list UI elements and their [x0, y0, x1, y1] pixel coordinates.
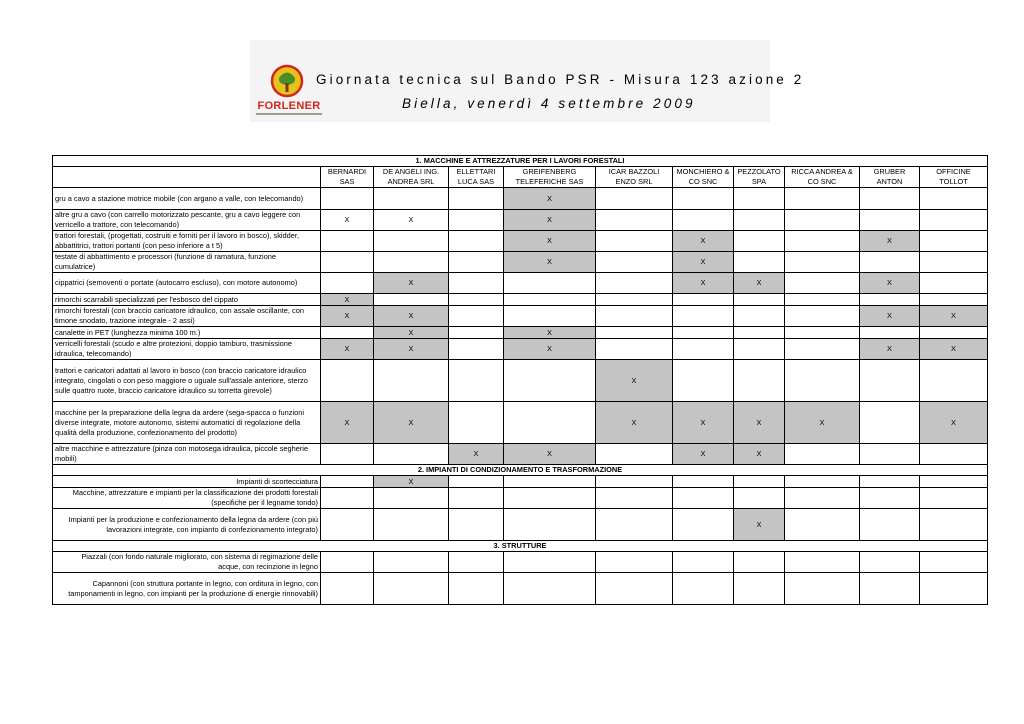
mark-cell	[374, 360, 449, 402]
column-header	[321, 167, 374, 188]
mark-cell	[321, 188, 374, 210]
mark-cell: X	[860, 231, 920, 252]
cell-text-line: PEZZOLATO	[737, 167, 781, 176]
column-header	[673, 167, 734, 188]
mark-cell	[785, 306, 860, 327]
cell-text-line: testate di abbattimento e processori (funzione di ramatura, funzione	[55, 252, 277, 261]
cell-text-line: qualità della produzione, confezionamento del prodotto)	[55, 427, 238, 437]
mark-cell	[449, 509, 504, 541]
mark-cell	[596, 252, 673, 273]
mark-cell: X	[504, 339, 596, 360]
row-description	[53, 327, 321, 339]
mark-cell	[596, 210, 673, 231]
mark-cell	[449, 273, 504, 294]
mark-cell	[920, 552, 988, 573]
mark-cell: X	[860, 273, 920, 294]
mark-cell	[920, 509, 988, 541]
mark-cell: X	[374, 339, 449, 360]
cell-text-line: sulle quattro ruote, braccio caricatore idraulico su torretta girevole)	[55, 385, 272, 395]
mark-cell: X	[504, 210, 596, 231]
cell-text-line: MONCHIERO &	[676, 167, 730, 176]
mark-cell: X	[920, 339, 988, 360]
mark-cell	[449, 573, 504, 605]
mark-cell	[920, 210, 988, 231]
row-description	[53, 488, 321, 509]
table-row	[53, 488, 988, 509]
mark-cell	[673, 552, 734, 573]
mark-cell	[449, 327, 504, 339]
mark-cell: X	[504, 327, 596, 339]
mark-cell: X	[504, 231, 596, 252]
table-row	[53, 306, 988, 327]
table-row	[53, 360, 988, 402]
table-row	[53, 273, 988, 294]
mark-cell	[785, 488, 860, 509]
cell-text-line: abbattitrici, trattori portanti (con peso inferiore a t 5)	[55, 241, 223, 250]
mark-cell	[860, 294, 920, 306]
cell-text-line: trattori forestali, (progettati, costruiti e forniti per il lavoro in bosco), skidder,	[55, 231, 299, 240]
mark-cell: X	[860, 306, 920, 327]
cell-text-line: (specifiche per il legname tondo)	[211, 498, 318, 507]
mark-cell	[920, 573, 988, 605]
cell-text-line: Impianti per la produzione e confezionamento della legna da ardere (con più	[68, 514, 318, 524]
mark-cell	[673, 573, 734, 605]
mark-cell	[920, 252, 988, 273]
table-row	[53, 552, 988, 573]
mark-cell: X	[596, 402, 673, 444]
cell-text-line: CO SNC	[807, 177, 837, 186]
mark-cell	[785, 573, 860, 605]
column-header	[920, 167, 988, 188]
mark-cell	[734, 252, 785, 273]
mark-cell	[596, 188, 673, 210]
mark-cell	[860, 360, 920, 402]
mark-cell	[734, 476, 785, 488]
mark-cell: X	[920, 306, 988, 327]
section-title: 1. MACCHINE E ATTREZZATURE PER I LAVORI FORESTALI	[53, 156, 988, 167]
cell-text-line: GREIFENBERG	[522, 167, 577, 176]
mark-cell	[673, 210, 734, 231]
mark-cell	[504, 488, 596, 509]
cell-text-line: TELEFERICHE SAS	[515, 177, 584, 186]
mark-cell	[321, 488, 374, 509]
mark-cell: X	[734, 273, 785, 294]
column-header	[504, 167, 596, 188]
cell-text-line: LUCA SAS	[457, 177, 495, 186]
mark-cell	[321, 573, 374, 605]
mark-cell	[596, 231, 673, 252]
mark-cell	[860, 252, 920, 273]
mark-cell	[734, 488, 785, 509]
mark-cell: X	[504, 188, 596, 210]
cell-text-line: ENZO SRL	[615, 177, 653, 186]
mark-cell	[504, 573, 596, 605]
table-row	[53, 252, 988, 273]
mark-cell: X	[673, 231, 734, 252]
mark-cell	[449, 339, 504, 360]
mark-cell	[920, 273, 988, 294]
table-row	[53, 231, 988, 252]
mark-cell	[321, 444, 374, 465]
mark-cell	[504, 476, 596, 488]
cell-text-line: rimorchi forestali (con braccio caricatore idraulico, con assale oscillante, con	[55, 306, 304, 315]
mark-cell	[596, 339, 673, 360]
cell-text-line: mobili)	[55, 454, 77, 463]
mark-cell: X	[596, 360, 673, 402]
mark-cell	[449, 552, 504, 573]
mark-cell	[449, 294, 504, 306]
mark-cell	[860, 476, 920, 488]
mark-cell	[673, 509, 734, 541]
mark-cell	[673, 488, 734, 509]
mark-cell	[734, 188, 785, 210]
row-description	[53, 294, 321, 306]
column-header	[785, 167, 860, 188]
mark-cell	[449, 210, 504, 231]
cell-text-line: RICCA ANDREA &	[791, 167, 853, 176]
mark-cell	[374, 252, 449, 273]
mark-cell	[374, 573, 449, 605]
mark-cell	[860, 188, 920, 210]
cell-text-line: cumulatrice)	[55, 262, 96, 271]
mark-cell	[734, 360, 785, 402]
table-row	[53, 327, 988, 339]
cell-text-line: CO SNC	[688, 177, 718, 186]
mark-cell	[734, 294, 785, 306]
cell-text-line: Capannoni (con struttura portante in legno, con orditura in legno, con	[92, 578, 318, 588]
column-header	[449, 167, 504, 188]
logo-text: FORLENER	[257, 100, 321, 112]
mark-cell	[785, 360, 860, 402]
section-title: 2. IMPIANTI DI CONDIZIONAMENTO E TRASFORMAZIONE	[53, 465, 988, 476]
mark-cell	[449, 252, 504, 273]
mark-cell	[596, 573, 673, 605]
cell-text-line: altre macchine e attrezzature (pinza con motosega idraulica, piccole segherie	[55, 444, 309, 453]
cell-text-line: ELLETTARI	[456, 167, 496, 176]
cell-text-line: macchine per la preparazione della legna da ardere (sega-spacca o funzioni	[55, 407, 304, 417]
row-description	[53, 476, 321, 488]
mark-cell	[920, 488, 988, 509]
mark-cell	[673, 476, 734, 488]
mark-cell	[920, 231, 988, 252]
logo-tagline-bar	[256, 113, 322, 115]
cell-text-line: lavorazioni integrate, con impianto di confezionamento integrato)	[106, 524, 318, 534]
mark-cell	[321, 327, 374, 339]
cell-text-line: GRUBER	[873, 167, 906, 176]
cell-text-line: cippatrici (semoventi o portate (autocarro escluso), con motore autonomo)	[55, 278, 298, 287]
mark-cell: X	[673, 252, 734, 273]
table-row	[53, 444, 988, 465]
cell-text-line: tamponamenti in legno, con impianti per la produzione di energie rinnovabili)	[68, 588, 318, 598]
table-row	[53, 476, 988, 488]
table-row	[53, 339, 988, 360]
mark-cell: X	[673, 273, 734, 294]
mark-cell	[785, 552, 860, 573]
mark-cell	[374, 444, 449, 465]
table-row	[53, 294, 988, 306]
cell-text-line: BERNARDI	[327, 167, 367, 176]
mark-cell	[449, 476, 504, 488]
mark-cell: X	[734, 444, 785, 465]
mark-cell	[449, 488, 504, 509]
mark-cell	[734, 210, 785, 231]
column-header	[374, 167, 449, 188]
mark-cell	[673, 339, 734, 360]
mark-cell	[734, 306, 785, 327]
column-header	[596, 167, 673, 188]
mark-cell	[504, 306, 596, 327]
cell-text-line: gru a cavo a stazione motrice mobile (con argano a valle, con telecomando)	[55, 193, 304, 203]
mark-cell: X	[374, 306, 449, 327]
mark-cell	[596, 509, 673, 541]
mark-cell	[596, 552, 673, 573]
mark-cell	[321, 552, 374, 573]
mark-cell	[860, 327, 920, 339]
mark-cell: X	[374, 476, 449, 488]
mark-cell: X	[504, 252, 596, 273]
forlener-logo	[252, 64, 324, 114]
mark-cell	[673, 306, 734, 327]
mark-cell	[374, 188, 449, 210]
mark-cell	[920, 360, 988, 402]
mark-cell	[374, 509, 449, 541]
cell-text-line: TOLLOT	[939, 177, 968, 186]
mark-cell	[596, 294, 673, 306]
mark-cell: X	[374, 273, 449, 294]
mark-cell: X	[785, 402, 860, 444]
row-description	[53, 273, 321, 294]
mark-cell	[785, 294, 860, 306]
cell-text-line: verricello a trattore, con telecomando)	[55, 220, 180, 229]
cell-text-line: idraulica, telecomando)	[55, 349, 132, 358]
cell-text-line: Macchine, attrezzature e impianti per la classificazione dei prodotti forestali	[72, 488, 318, 497]
mark-cell	[596, 444, 673, 465]
mark-cell	[920, 188, 988, 210]
column-header	[860, 167, 920, 188]
mark-cell	[734, 552, 785, 573]
mark-cell	[785, 231, 860, 252]
table-row	[53, 509, 988, 541]
row-description	[53, 252, 321, 273]
mark-cell	[785, 210, 860, 231]
mark-cell: X	[860, 339, 920, 360]
mark-cell	[785, 444, 860, 465]
cell-text-line: ANDREA SRL	[387, 177, 435, 186]
row-description	[53, 573, 321, 605]
mark-cell	[785, 188, 860, 210]
mark-cell	[920, 327, 988, 339]
mark-cell: X	[734, 402, 785, 444]
mark-cell	[504, 552, 596, 573]
table-row	[53, 210, 988, 231]
cell-text-line: OFFICINE	[936, 167, 971, 176]
mark-cell	[504, 402, 596, 444]
mark-cell: X	[504, 444, 596, 465]
mark-cell	[321, 509, 374, 541]
mark-cell	[860, 488, 920, 509]
header-blank-cell	[53, 167, 321, 188]
cell-text-line: timone snodato, trazione integrale - 2 assi)	[55, 316, 195, 325]
mark-cell: X	[449, 444, 504, 465]
mark-cell	[504, 360, 596, 402]
mark-cell: X	[321, 306, 374, 327]
mark-cell: X	[734, 509, 785, 541]
mark-cell	[785, 252, 860, 273]
mark-cell	[596, 327, 673, 339]
mark-cell: X	[920, 402, 988, 444]
mark-cell	[785, 339, 860, 360]
mark-cell	[734, 231, 785, 252]
cell-text-line: diverse integrate, motore autonomo, sistemi automatici di regolazione della	[55, 417, 301, 427]
mark-cell	[860, 402, 920, 444]
section-title: 3. STRUTTURE	[53, 541, 988, 552]
mark-cell	[449, 306, 504, 327]
cell-text-line: altre gru a cavo (con carrello motorizzato pescante, gru a cavo leggere con	[55, 210, 301, 219]
mark-cell: X	[374, 210, 449, 231]
table-row	[53, 188, 988, 210]
mark-cell	[374, 488, 449, 509]
mark-cell	[596, 306, 673, 327]
mark-cell	[596, 476, 673, 488]
mark-cell	[920, 294, 988, 306]
cell-text-line: SPA	[751, 177, 767, 186]
section-title-row	[53, 541, 988, 552]
column-header-row	[53, 167, 988, 188]
cell-text-line: canalette in PET (lunghezza minima 100 m.)	[55, 327, 201, 337]
mark-cell	[734, 339, 785, 360]
row-description	[53, 306, 321, 327]
row-description	[53, 552, 321, 573]
cell-text-line: Impianti di scortecciatura	[236, 476, 318, 486]
mark-cell	[449, 231, 504, 252]
mark-cell	[673, 360, 734, 402]
mark-cell	[449, 188, 504, 210]
mark-cell: X	[673, 444, 734, 465]
section-title-row	[53, 465, 988, 476]
mark-cell	[374, 294, 449, 306]
equipment-matrix-table	[52, 155, 988, 605]
table-row	[53, 402, 988, 444]
mark-cell	[860, 573, 920, 605]
mark-cell	[449, 402, 504, 444]
cell-text-line: ICAR BAZZOLI	[608, 167, 660, 176]
mark-cell	[374, 231, 449, 252]
tree-emblem-icon	[270, 64, 304, 98]
mark-cell	[321, 252, 374, 273]
mark-cell: X	[321, 339, 374, 360]
page-subtitle: Biella, venerdì 4 settembre 2009	[402, 96, 696, 111]
cell-text-line: rimorchi scarrabili specializzati per l'esbosco del cippato	[55, 294, 238, 304]
cell-text-line: acque, con recinzione in legno	[218, 562, 318, 571]
mark-cell	[860, 210, 920, 231]
row-description	[53, 188, 321, 210]
mark-cell	[449, 360, 504, 402]
cell-text-line: SAS	[339, 177, 355, 186]
mark-cell	[504, 509, 596, 541]
cell-text-line: DE ANGELI ING.	[382, 167, 440, 176]
mark-cell	[860, 444, 920, 465]
row-description	[53, 339, 321, 360]
mark-cell	[785, 327, 860, 339]
mark-cell	[321, 360, 374, 402]
mark-cell	[734, 573, 785, 605]
cell-text-line: ANTON	[876, 177, 903, 186]
mark-cell	[504, 294, 596, 306]
cell-text-line: integrato, cingolati o con peso maggiore o uguale sull'assale anteriore, sterzo	[55, 375, 308, 385]
mark-cell	[673, 294, 734, 306]
row-description	[53, 210, 321, 231]
mark-cell	[321, 476, 374, 488]
row-description	[53, 444, 321, 465]
row-description	[53, 231, 321, 252]
mark-cell: X	[673, 402, 734, 444]
mark-cell	[785, 509, 860, 541]
row-description	[53, 402, 321, 444]
table-row	[53, 573, 988, 605]
mark-cell	[673, 188, 734, 210]
mark-cell	[920, 476, 988, 488]
mark-cell: X	[374, 327, 449, 339]
mark-cell	[920, 444, 988, 465]
mark-cell	[673, 327, 734, 339]
row-description	[53, 509, 321, 541]
mark-cell	[374, 552, 449, 573]
mark-cell	[596, 273, 673, 294]
mark-cell	[785, 273, 860, 294]
mark-cell	[596, 488, 673, 509]
mark-cell: X	[321, 294, 374, 306]
mark-cell: X	[321, 402, 374, 444]
cell-text-line: Piazzali (con fondo naturale migliorato, con sistema di regimazione delle	[81, 552, 318, 561]
cell-text-line: trattori e caricatori adattati al lavoro in bosco (con braccio caricatore idraulico	[55, 365, 307, 375]
section-title-row	[53, 156, 988, 167]
mark-cell: X	[321, 210, 374, 231]
mark-cell: X	[374, 402, 449, 444]
cell-text-line: verricelli forestali (scudo e altre protezioni, doppio tamburo, trasmissione	[55, 339, 293, 348]
mark-cell	[785, 476, 860, 488]
row-description	[53, 360, 321, 402]
mark-cell	[734, 327, 785, 339]
mark-cell	[321, 273, 374, 294]
page-title: Giornata tecnica sul Bando PSR - Misura 123 azione 2	[316, 72, 805, 87]
mark-cell	[860, 552, 920, 573]
mark-cell	[504, 273, 596, 294]
mark-cell	[321, 231, 374, 252]
column-header	[734, 167, 785, 188]
mark-cell	[860, 509, 920, 541]
